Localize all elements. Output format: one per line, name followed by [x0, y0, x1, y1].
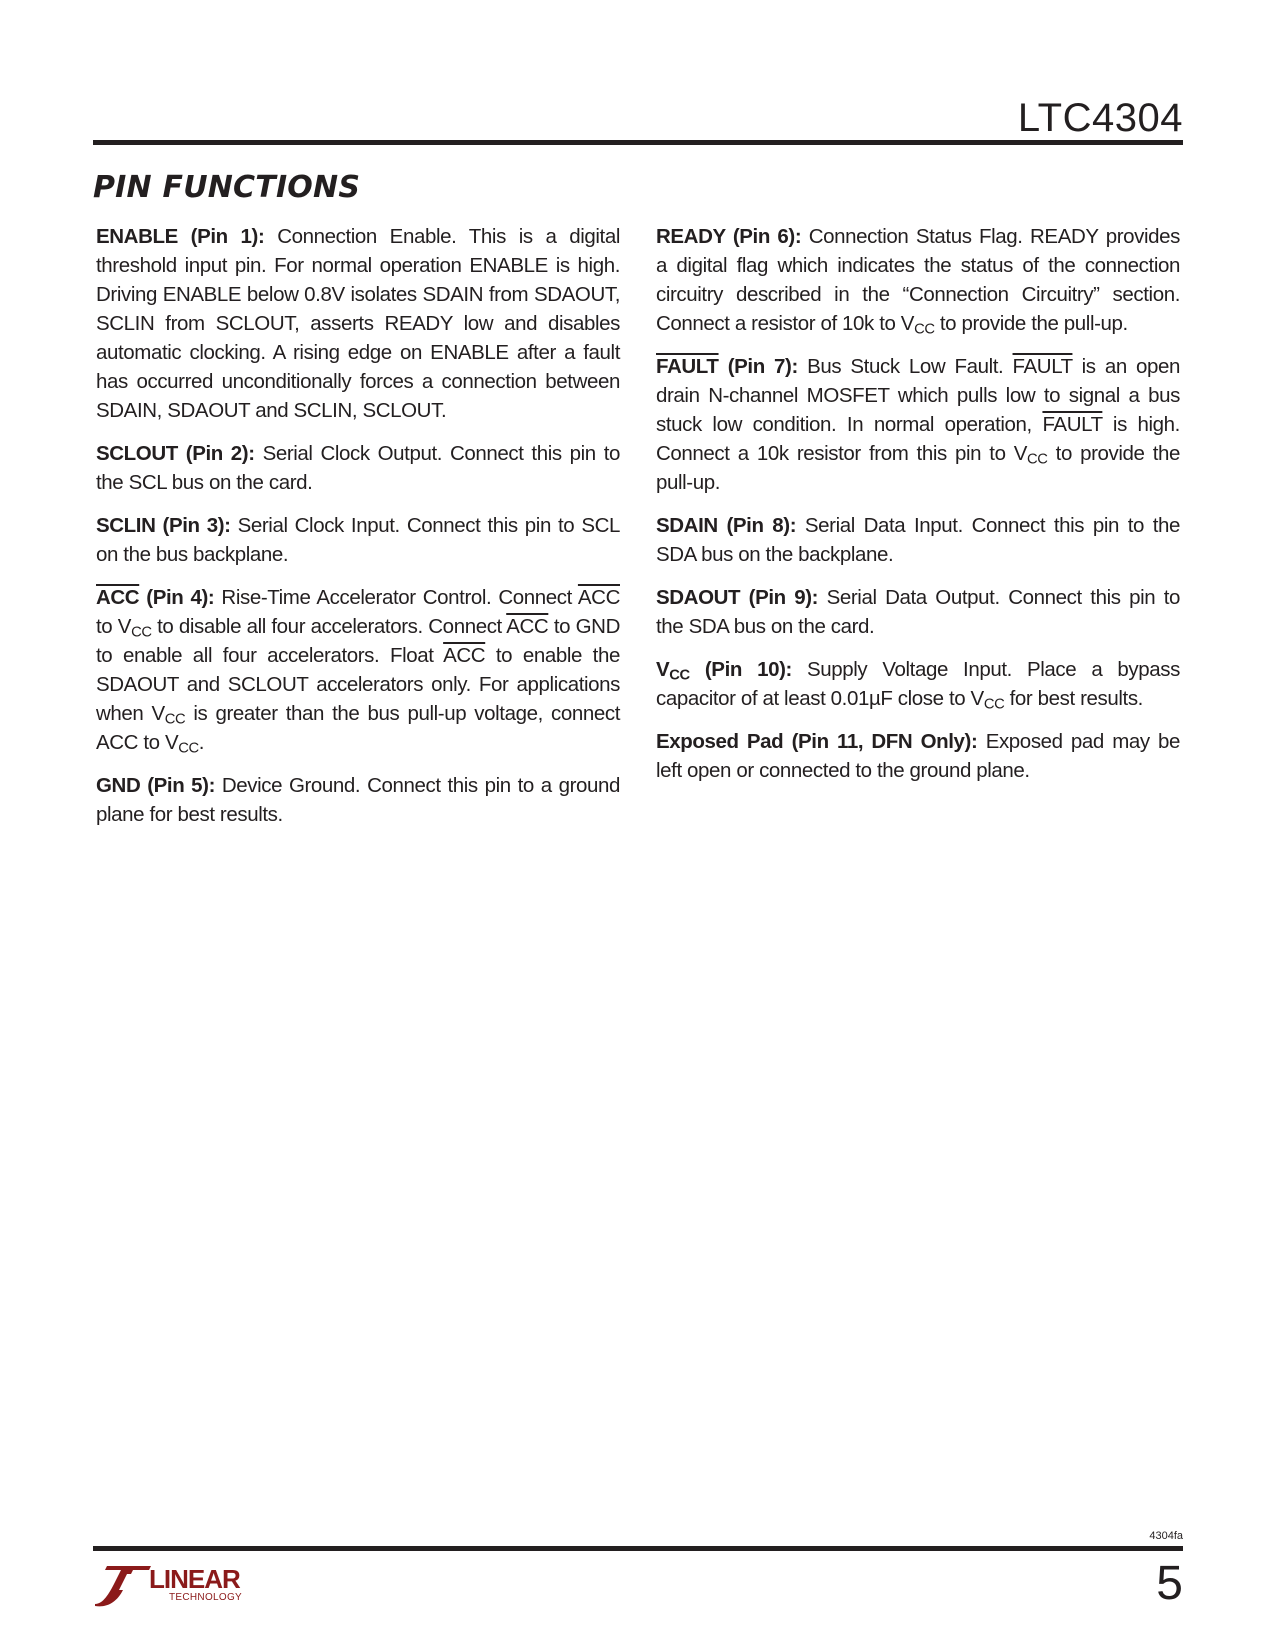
vcc-subscript: CC [178, 740, 199, 757]
pin-acc-text: to GND to enable all four accelerators. Float [96, 615, 620, 667]
pin-exposed-pad-name: Exposed Pad (Pin 11, DFN Only): [656, 730, 978, 753]
vcc-subscript: CC [1027, 451, 1048, 468]
pin-gnd [96, 771, 620, 829]
pin-fault-name-suffix: (Pin 7): [718, 355, 798, 378]
logo-subtext: TECHNOLOGY [169, 1592, 243, 1603]
pin-gnd-text: Device Ground. Connect this pin to a ground plane for best results. [96, 774, 620, 826]
fault-signal: FAULT [656, 355, 719, 378]
pin-enable-text: Connection Enable. This is a digital threshold input pin. For normal operation ENABLE is high. Driving ENABLE below 0.8V isolates SDAIN from SDAOUT, SCLIN from SCLOUT, asserts READY low and disables automatic clocking. A rising edge on ENABLE after a fault has occurred unconditionally forces a connection between SDAIN, SDAOUT and SCLIN, SCLOUT. [96, 225, 621, 422]
vcc-subscript: CC [164, 711, 186, 728]
pin-fault-text: Bus Stuck Low Fault. [807, 355, 1013, 378]
pin-ready [656, 222, 1180, 338]
pin-fault-text: to provide the pull-up. [656, 442, 1180, 494]
pin-sdain [656, 511, 1180, 569]
pin-enable [96, 222, 620, 425]
pin-fault [656, 352, 1180, 497]
acc-signal: $\overline{ACC}$ [577, 586, 620, 609]
pin-acc-text: to disable all four accelerators. Connect [151, 615, 507, 638]
pin-acc [96, 583, 620, 757]
right-column [656, 222, 1180, 799]
top-rule [93, 140, 1183, 145]
pin-sclout-name: SCLOUT (Pin 2): [96, 442, 255, 465]
bottom-rule [93, 1546, 1183, 1551]
pin-acc-text: to enable the SDAOUT and SCLOUT accelerators only. For applications when V [96, 644, 620, 725]
pin-exposed-pad-text: Exposed pad may be left open or connected to the ground plane. [656, 730, 1180, 782]
pin-acc-text: to V [138, 731, 179, 754]
fault-signal: FAULT [1042, 413, 1103, 436]
logo-wordmark: LINEAR [149, 1564, 240, 1594]
acc-signal: $\overline{ACC}$ [443, 644, 486, 667]
pin-vcc-text: Supply Voltage Input. Place a bypass capacitor of at least 0.01µF close to V [656, 658, 1180, 710]
pin-fault-text: is an open drain N-channel MOSFET which pulls low to signal a bus stuck low condition. In normal operation, [656, 355, 1181, 436]
pin-vcc-name-v: V [656, 658, 670, 681]
pin-vcc [656, 655, 1180, 713]
pin-sclin-text: Serial Clock Input. Connect this pin to SCL on the bus backplane. [96, 514, 620, 566]
pin-acc-text: is greater than the bus pull-up voltage, connect [185, 702, 620, 725]
vcc-subscript: CC [914, 321, 935, 338]
pin-sclout [96, 439, 620, 497]
pin-fault-text: is high. Connect a 10k resistor from this pin to V [656, 413, 1180, 465]
acc-signal: ACC [96, 731, 139, 754]
pin-exposed-pad [656, 727, 1180, 785]
pin-sdaout [656, 583, 1180, 641]
pin-gnd-name: GND (Pin 5): [96, 774, 216, 797]
pin-sdaout-text: Serial Data Output. Connect this pin to the SDA bus on the card. [656, 586, 1181, 638]
pin-vcc-text: for best results. [1004, 687, 1143, 710]
pin-acc-text: to V [96, 615, 132, 638]
vcc-subscript: CC [131, 624, 152, 641]
pin-acc-name [96, 586, 214, 609]
lt-mark-icon [93, 1564, 153, 1608]
pin-ready-text: Connection Status Flag. READY provides a digital flag which indicates the status of the connection circuitry described in the “Connection Circuitry” section. Connect a resistor of 10k to V [656, 225, 1181, 335]
part-number: LTC4304 [1017, 96, 1183, 140]
doc-code: 4304fa [1149, 1530, 1183, 1542]
left-column [96, 222, 620, 843]
pin-vcc-name-suffix: (Pin 10): [689, 658, 792, 681]
pin-acc-text: . [198, 731, 205, 754]
pin-ready-text: to provide the pull-up. [934, 312, 1128, 335]
section-title: PIN FUNCTIONS [93, 170, 361, 205]
acc-signal: $\overline{ACC}$ [506, 615, 549, 638]
pin-sclin-name: SCLIN (Pin 3): [96, 514, 231, 537]
pin-sclout-text: Serial Clock Output. Connect this pin to the SCL bus on the card. [96, 442, 620, 494]
pin-vcc-name [656, 658, 792, 684]
acc-signal: $\overline{ACC}$ [96, 586, 140, 609]
pin-acc-text: Rise-Time Accelerator Control. Connect [221, 586, 578, 609]
pin-fault-name [656, 355, 798, 378]
fault-signal: FAULT [1012, 355, 1073, 378]
vcc-subscript: CC [669, 667, 690, 684]
pin-enable-name: ENABLE (Pin 1): [96, 225, 265, 248]
pin-ready-name: READY (Pin 6): [656, 225, 802, 248]
linear-technology-logo [93, 1562, 263, 1610]
pin-acc-name-suffix: (Pin 4): [139, 586, 215, 609]
vcc-subscript: CC [983, 696, 1005, 713]
pin-sclin [96, 511, 620, 569]
pin-sdaout-name: SDAOUT (Pin 9): [656, 586, 819, 609]
pin-sdain-name: SDAIN (Pin 8): [656, 514, 797, 537]
page-number: 5 [1156, 1557, 1183, 1610]
pin-sdain-text: Serial Data Input. Connect this pin to the SDA bus on the backplane. [656, 514, 1180, 566]
